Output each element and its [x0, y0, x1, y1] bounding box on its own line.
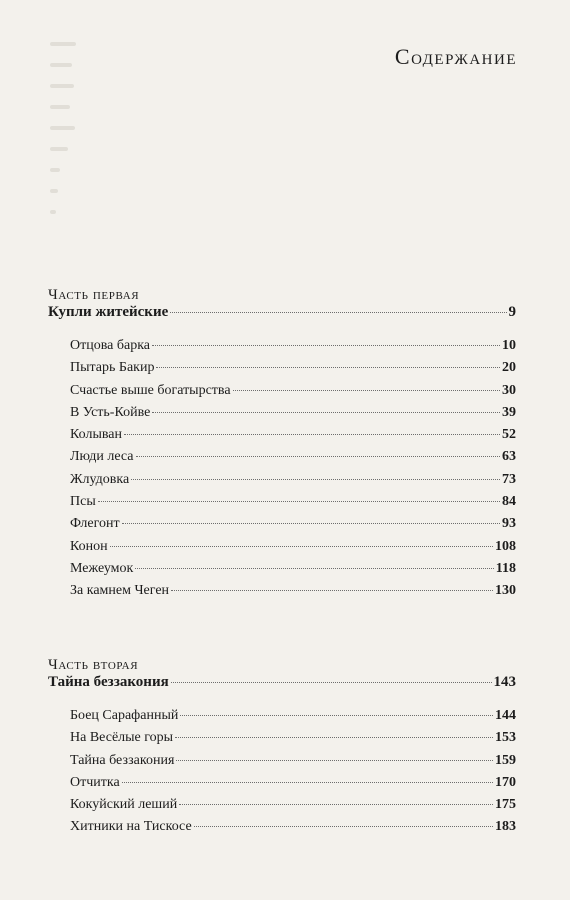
toc-entry[interactable] — [48, 753, 516, 775]
entry-page-number: 93 — [502, 516, 516, 532]
dot-leader — [136, 456, 500, 457]
toc-entry[interactable] — [48, 775, 516, 797]
entry-page-number: 73 — [502, 471, 516, 487]
dot-leader — [152, 345, 500, 346]
entry-title: Боец Сарафанный — [70, 708, 179, 723]
toc-entry[interactable] — [48, 472, 516, 494]
toc-entry[interactable] — [48, 539, 516, 561]
entry-page-number: 143 — [493, 674, 516, 690]
entry-title: Жлудовка — [70, 471, 130, 487]
toc-entry[interactable] — [48, 383, 516, 405]
entry-title: Псы — [70, 494, 96, 510]
entry-page-number: 153 — [495, 730, 516, 746]
dot-leader — [124, 434, 500, 435]
entry-page-number: 108 — [495, 538, 516, 554]
dot-leader — [194, 826, 493, 827]
toc-entry-part-title[interactable] — [48, 674, 516, 700]
entry-title: Люди леса — [70, 449, 134, 465]
entry-page-number: 170 — [495, 774, 516, 790]
toc-entry[interactable] — [48, 427, 516, 449]
entry-title: Колыван — [70, 427, 122, 443]
toc-part-2 — [48, 656, 516, 842]
entry-page-number: 20 — [502, 360, 516, 376]
entry-title: Пытарь Бакир — [70, 360, 155, 376]
entry-title: Тайна беззакония — [48, 674, 169, 690]
toc-part-1 — [48, 286, 516, 606]
dot-leader — [233, 390, 500, 391]
dot-leader — [176, 760, 493, 761]
dot-leader — [170, 312, 506, 313]
toc-entry[interactable] — [48, 360, 516, 382]
entry-page-number: 118 — [495, 560, 516, 576]
dot-leader — [152, 412, 500, 413]
dot-leader — [171, 590, 493, 591]
entry-title: Купли житейские — [48, 304, 169, 320]
toc-title: Содержание — [394, 44, 517, 69]
entry-page-number: 144 — [495, 708, 516, 723]
toc-entry[interactable] — [48, 797, 516, 819]
entry-title: В Усть-Койве — [70, 404, 151, 420]
entry-page-number: 52 — [502, 427, 516, 443]
dot-leader — [98, 501, 500, 502]
bleed-through-text — [50, 42, 80, 242]
part-label: Часть первая — [48, 287, 140, 303]
entry-page-number: 183 — [495, 819, 516, 835]
entry-page-number: 9 — [508, 304, 516, 320]
entry-page-number: 84 — [502, 494, 516, 510]
entry-page-number: 39 — [502, 404, 516, 420]
dot-leader — [122, 782, 493, 783]
dot-leader — [122, 523, 500, 524]
dot-leader — [175, 737, 493, 738]
entry-title: Флегонт — [70, 516, 120, 532]
dot-leader — [110, 546, 493, 547]
entry-title: Кокуйский леший — [70, 797, 178, 813]
toc-entry[interactable] — [48, 405, 516, 427]
entry-page-number: 159 — [495, 752, 516, 768]
entry-title: Хитники на Тискосе — [70, 819, 192, 835]
entry-title: Конон — [70, 538, 108, 554]
entry-title: Отцова барка — [70, 338, 151, 353]
toc-entry[interactable] — [48, 449, 516, 471]
entry-title: Межеумок — [70, 560, 134, 576]
entry-page-number: 30 — [502, 382, 516, 398]
toc-entry[interactable] — [48, 819, 516, 841]
entry-title: На Весёлые горы — [70, 730, 174, 746]
dot-leader — [171, 682, 492, 683]
dot-leader — [179, 804, 493, 805]
toc-entry[interactable] — [48, 583, 516, 605]
entry-title: За камнем Чеген — [70, 583, 170, 599]
entry-page-number: 175 — [495, 797, 516, 813]
toc-entry[interactable] — [48, 338, 516, 360]
dot-leader — [131, 479, 500, 480]
entry-page-number: 10 — [502, 338, 516, 353]
entry-page-number: 130 — [495, 583, 516, 599]
entry-title: Отчитка — [70, 774, 120, 790]
toc-entry-part-title[interactable] — [48, 304, 516, 330]
toc-entry[interactable] — [48, 516, 516, 538]
toc-entry[interactable] — [48, 561, 516, 583]
entry-title: Счастье выше богатырства — [70, 382, 231, 398]
toc-entry[interactable] — [48, 708, 516, 730]
entry-page-number: 63 — [502, 449, 516, 465]
entry-title: Тайна беззакония — [70, 752, 175, 768]
part-label: Часть вторая — [48, 657, 139, 673]
dot-leader — [135, 568, 493, 569]
toc-entry[interactable] — [48, 494, 516, 516]
dot-leader — [180, 715, 493, 716]
dot-leader — [156, 367, 500, 368]
toc-entry[interactable] — [48, 730, 516, 752]
